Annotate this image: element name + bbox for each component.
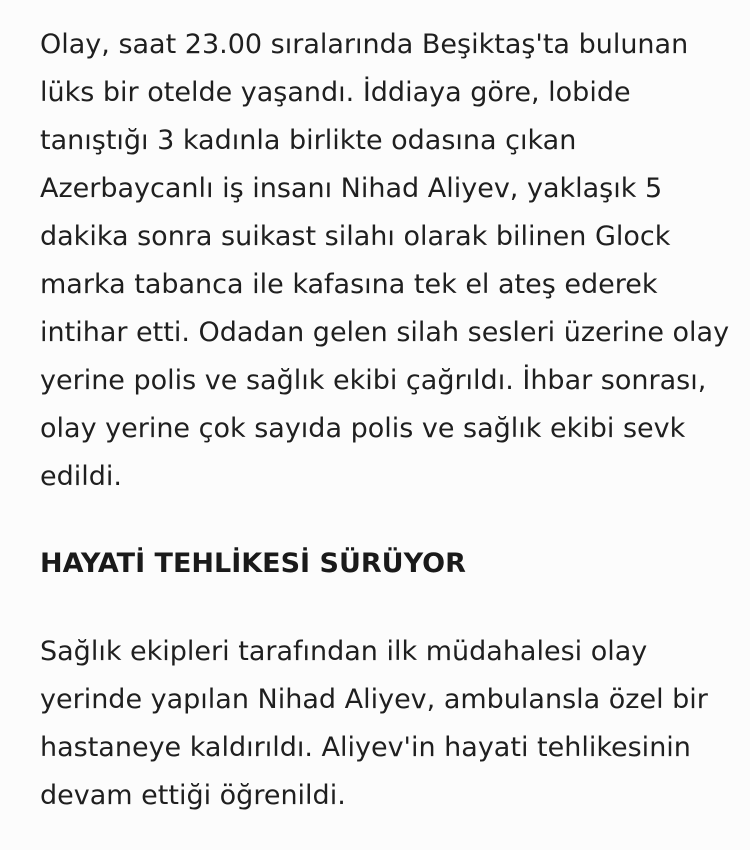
paragraph-line: devam ettiği öğrenildi. bbox=[40, 780, 346, 811]
article-paragraph-1 bbox=[40, 21, 729, 501]
paragraph-line: Azerbaycanlı iş insanı Nihad Aliyev, yaklaşık 5 bbox=[40, 173, 663, 204]
section-heading: HAYATİ TEHLİKESİ SÜRÜYOR bbox=[40, 548, 466, 579]
paragraph-line: tanıştığı 3 kadınla birlikte odasına çıkan bbox=[40, 125, 577, 156]
paragraph-line: yerinde yapılan Nihad Aliyev, ambulansla özel bir bbox=[40, 684, 708, 715]
paragraph-line: yerine polis ve sağlık ekibi çağrıldı. İhbar sonrası, bbox=[40, 365, 707, 396]
paragraph-line: marka tabanca ile kafasına tek el ateş ederek bbox=[40, 269, 658, 300]
paragraph-line: intihar etti. Odadan gelen silah sesleri üzerine olay bbox=[40, 317, 730, 348]
paragraph-line: lüks bir otelde yaşandı. İddiaya göre, lobide bbox=[40, 77, 631, 108]
paragraph-line: dakika sonra suikast silahı olarak bilinen Glock bbox=[40, 221, 671, 252]
paragraph-line: edildi. bbox=[40, 461, 122, 492]
article-paragraph-2 bbox=[40, 628, 708, 820]
paragraph-line: Olay, saat 23.00 sıralarında Beşiktaş'ta bulunan bbox=[40, 29, 689, 60]
paragraph-line: Sağlık ekipleri tarafından ilk müdahalesi olay bbox=[40, 636, 648, 667]
paragraph-line: hastaneye kaldırıldı. Aliyev'in hayati tehlikesinin bbox=[40, 732, 691, 763]
paragraph-line: olay yerine çok sayıda polis ve sağlık ekibi sevk bbox=[40, 413, 686, 444]
